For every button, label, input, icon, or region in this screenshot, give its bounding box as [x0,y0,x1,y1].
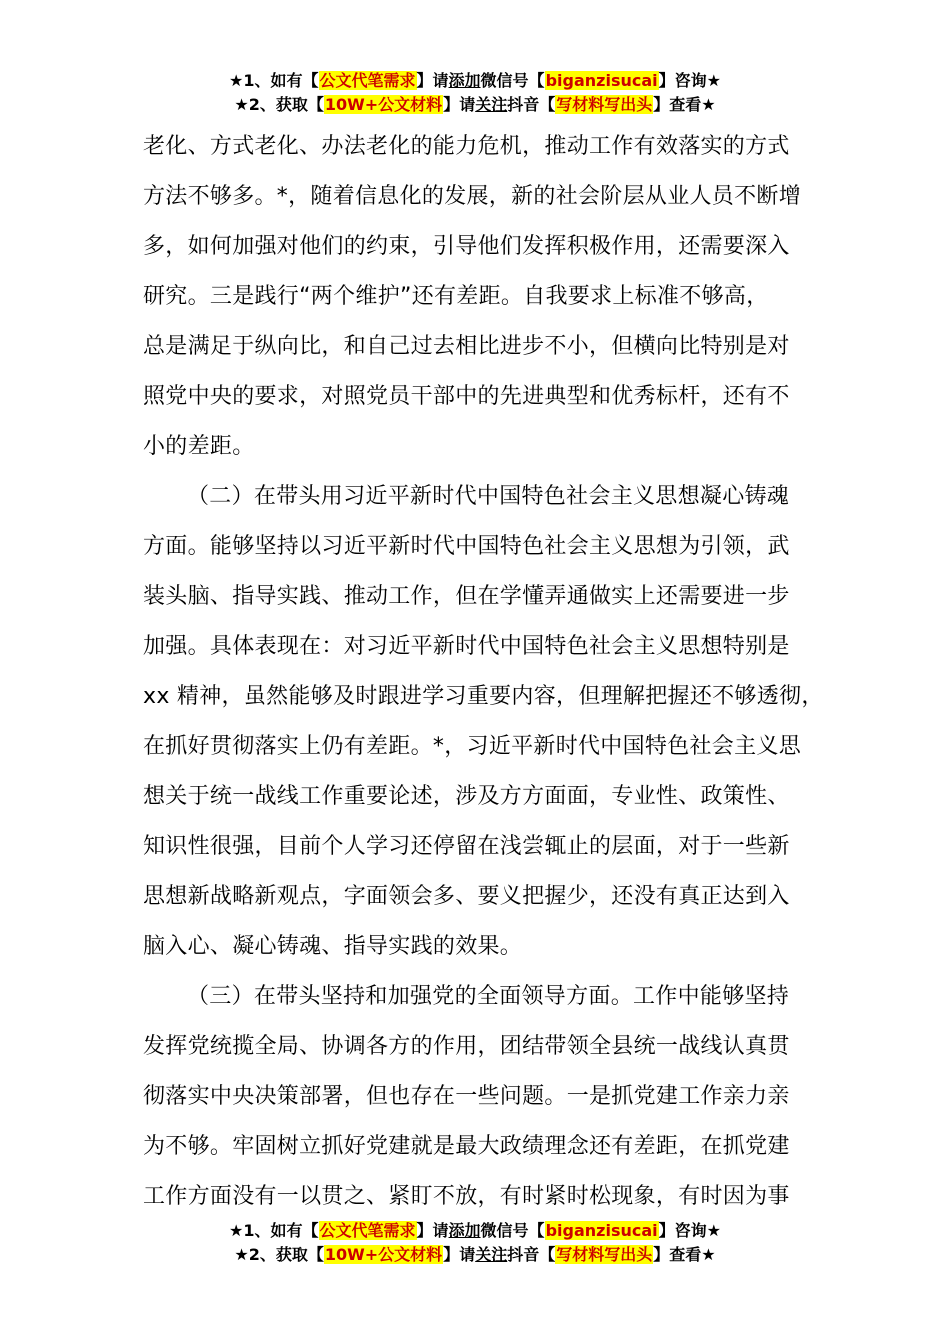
footer-emphasis: 添加 [448,1221,481,1240]
footer-text: 】请 [416,1221,449,1240]
body-line: 方法不够多。*，随着信息化的发展，新的社会阶层从业人员不断增 [143,184,802,209]
body-line: 脑入心、凝心铸魂、指导实践的效果。 [143,934,523,959]
footer-line-2 [0,1243,950,1267]
body-line: 方面。能够坚持以习近平新时代中国特色社会主义思想为引领，武 [143,534,790,559]
highlight-service: 公文代笔需求 [319,71,416,90]
header-text: 抖音【 [507,95,556,114]
footer-text: ★2、获取【 [234,1245,324,1264]
header-text: 】请 [443,95,476,114]
header-emphasis: 添加 [448,71,481,90]
highlight-wechat-id: biganzisucai [545,1221,658,1240]
highlight-service: 公文代笔需求 [319,1221,416,1240]
footer-text: 】咨询★ [658,1221,721,1240]
body-line: 思想新战略新观点，字面领会多、要义把握少，还没有真正达到入 [143,884,790,909]
body-line: 小的差距。 [143,434,255,459]
header-text: 】请 [416,71,449,90]
highlight-wechat-id: biganzisucai [545,71,658,90]
body-line: 工作方面没有一以贯之、紧盯不放，有时紧时松现象，有时因为事 [143,1184,790,1209]
body-line: 研究。三是践行“两个维护”还有差距。自我要求上标准不够高， [143,284,769,309]
header-text: 】咨询★ [658,71,721,90]
body-line: 彻落实中央决策部署，但也存在一些问题。一是抓党建工作亲力亲 [143,1084,790,1109]
footer-banner [0,1219,950,1267]
body-line: 老化、方式老化、办法老化的能力危机，推动工作有效落实的方式 [143,134,790,159]
footer-text: 】请 [443,1245,476,1264]
highlight-douyin-account: 写材料写出头 [556,1245,653,1264]
body-line: 总是满足于纵向比，和自己过去相比进步不小，但横向比特别是对 [143,334,790,359]
footer-text: 抖音【 [507,1245,556,1264]
header-text: ★2、获取【 [234,95,324,114]
body-line: 知识性很强，目前个人学习还停留在浅尝辄止的层面，对于一些新 [143,834,790,859]
body-line: 发挥党统揽全局、协调各方的作用，团结带领全县统一战线认真贯 [143,1034,790,1059]
footer-line-1 [0,1219,950,1243]
body-line: 多，如何加强对他们的约束，引导他们发挥积极作用，还需要深入 [143,234,790,259]
highlight-materials: 10W+公文材料 [324,95,443,114]
header-text: 微信号【 [480,71,545,90]
footer-text: 】查看★ [653,1245,716,1264]
section-heading-2: （二）在带头用习近平新时代中国特色社会主义思想凝心铸魂 [187,484,790,509]
body-line: 照党中央的要求，对照党员干部中的先进典型和优秀标杆，还有不 [143,384,790,409]
header-line-2 [0,93,950,117]
header-line-1 [0,69,950,93]
footer-text: 微信号【 [480,1221,545,1240]
body-line: 装头脑、指导实践、推动工作，但在学懂弄通做实上还需要进一步 [143,584,790,609]
highlight-douyin-account: 写材料写出头 [556,95,653,114]
body-line: 加强。具体表现在：对习近平新时代中国特色社会主义思想特别是 [143,634,790,659]
footer-emphasis: 关注 [475,1245,508,1264]
body-line: 在抓好贯彻落实上仍有差距。*，习近平新时代中国特色社会主义思 [143,734,802,759]
header-emphasis: 关注 [475,95,508,114]
header-text: ★1、如有【 [229,71,319,90]
header-text: 】查看★ [653,95,716,114]
footer-text: ★1、如有【 [229,1221,319,1240]
section-heading-3: （三）在带头坚持和加强党的全面领导方面。工作中能够坚持 [187,984,790,1009]
body-line: 想关于统一战线工作重要论述，涉及方方面面，专业性、政策性、 [143,784,790,809]
header-banner [0,69,950,117]
body-line: 为不够。牢固树立抓好党建就是最大政绩理念还有差距，在抓党建 [143,1134,790,1159]
highlight-materials: 10W+公文材料 [324,1245,443,1264]
body-line: xx 精神，虽然能够及时跟进学习重要内容，但理解把握还不够透彻， [143,684,824,709]
